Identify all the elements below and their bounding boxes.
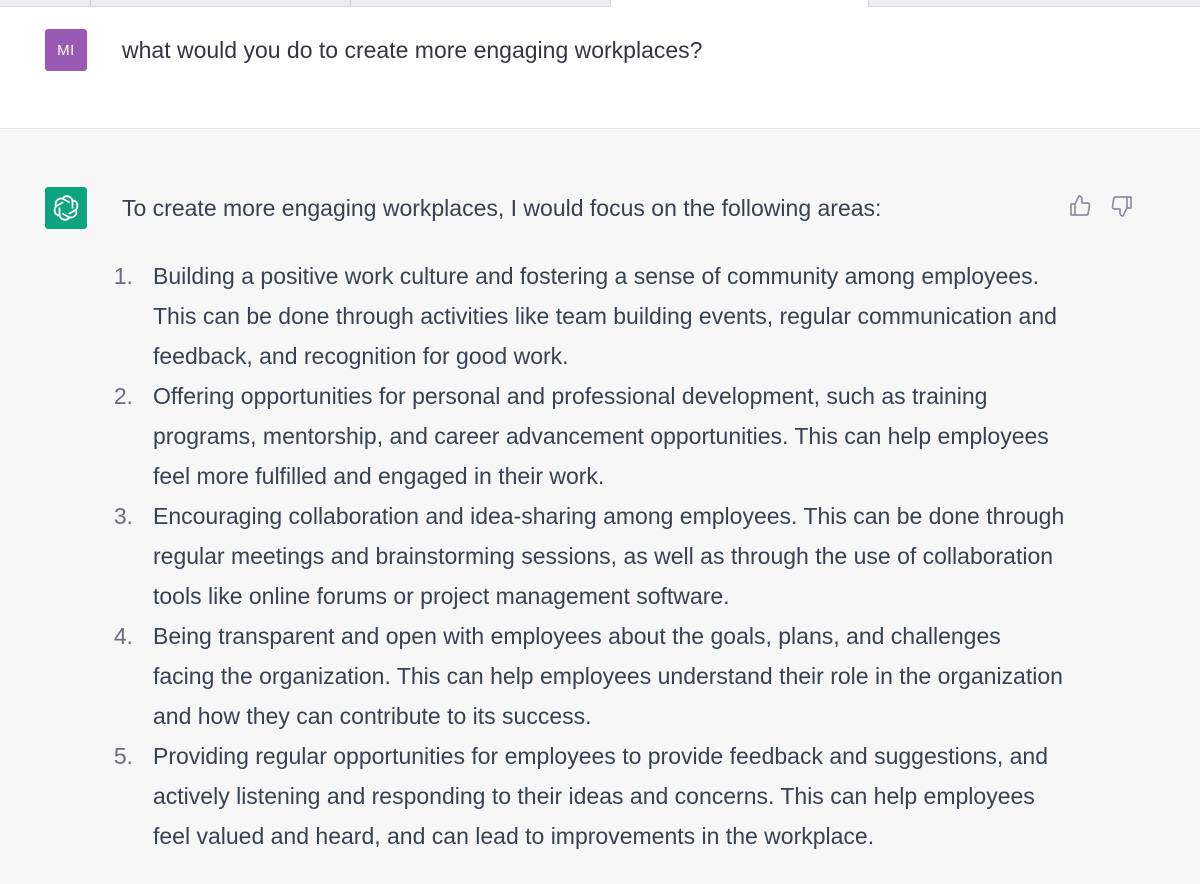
thumbs-up-button[interactable]	[1066, 192, 1094, 220]
list-item	[108, 376, 1068, 496]
thumbs-down-button[interactable]	[1108, 192, 1136, 220]
assistant-avatar	[45, 187, 87, 229]
list-item-text: Building a positive work culture and fostering a sense of community among employees. This can be done through activities like team building events, regular communication and feedback, and recognition for good work.	[153, 263, 1057, 369]
user-message-row	[0, 7, 1200, 129]
answer-list	[108, 256, 1068, 856]
assistant-intro-text: To create more engaging workplaces, I would focus on the following areas:	[122, 195, 882, 221]
list-item-number: 5.	[113, 743, 133, 769]
browser-tab[interactable]	[350, 0, 610, 7]
list-item-text: Encouraging collaboration and idea-sharing among employees. This can be done through regular meetings and brainstorming sessions, as well as through the use of collaboration tools like online forums or project management software.	[153, 503, 1065, 609]
browser-tab[interactable]	[868, 0, 1200, 7]
thumbs-down-icon	[1110, 194, 1134, 218]
user-avatar: MI	[45, 29, 87, 71]
list-item-text: Providing regular opportunities for employees to provide feedback and suggestions, and actively listening and responding to their ideas and concerns. This can help employees feel valued and heard, and can lead to improvements in the workplace.	[153, 743, 1049, 849]
thumbs-up-icon	[1068, 194, 1092, 218]
feedback-buttons	[1066, 192, 1136, 220]
list-item	[108, 736, 1068, 856]
browser-tab-strip	[0, 0, 1200, 7]
list-item-number: 1.	[113, 263, 133, 289]
list-item	[108, 616, 1068, 736]
list-item	[108, 256, 1068, 376]
assistant-message-row	[0, 130, 1200, 884]
list-item-number: 4.	[113, 623, 133, 649]
list-item-number: 3.	[113, 503, 133, 529]
list-item-text: Offering opportunities for personal and professional development, such as training programs, mentorship, and career advancement opportunities. This can help employees feel more fulfilled and engaged in their work.	[153, 383, 1049, 489]
list-item	[108, 496, 1068, 616]
list-item-number: 2.	[113, 383, 133, 409]
user-message-text: what would you do to create more engaging workplaces?	[122, 37, 703, 63]
browser-tab-active[interactable]	[610, 0, 868, 7]
browser-tab[interactable]	[90, 0, 350, 7]
openai-logo-icon	[52, 194, 80, 222]
list-item-text: Being transparent and open with employees about the goals, plans, and challenges facing the organization. This can help employees understand their role in the organization and how they can contribute to its success.	[153, 623, 1063, 729]
